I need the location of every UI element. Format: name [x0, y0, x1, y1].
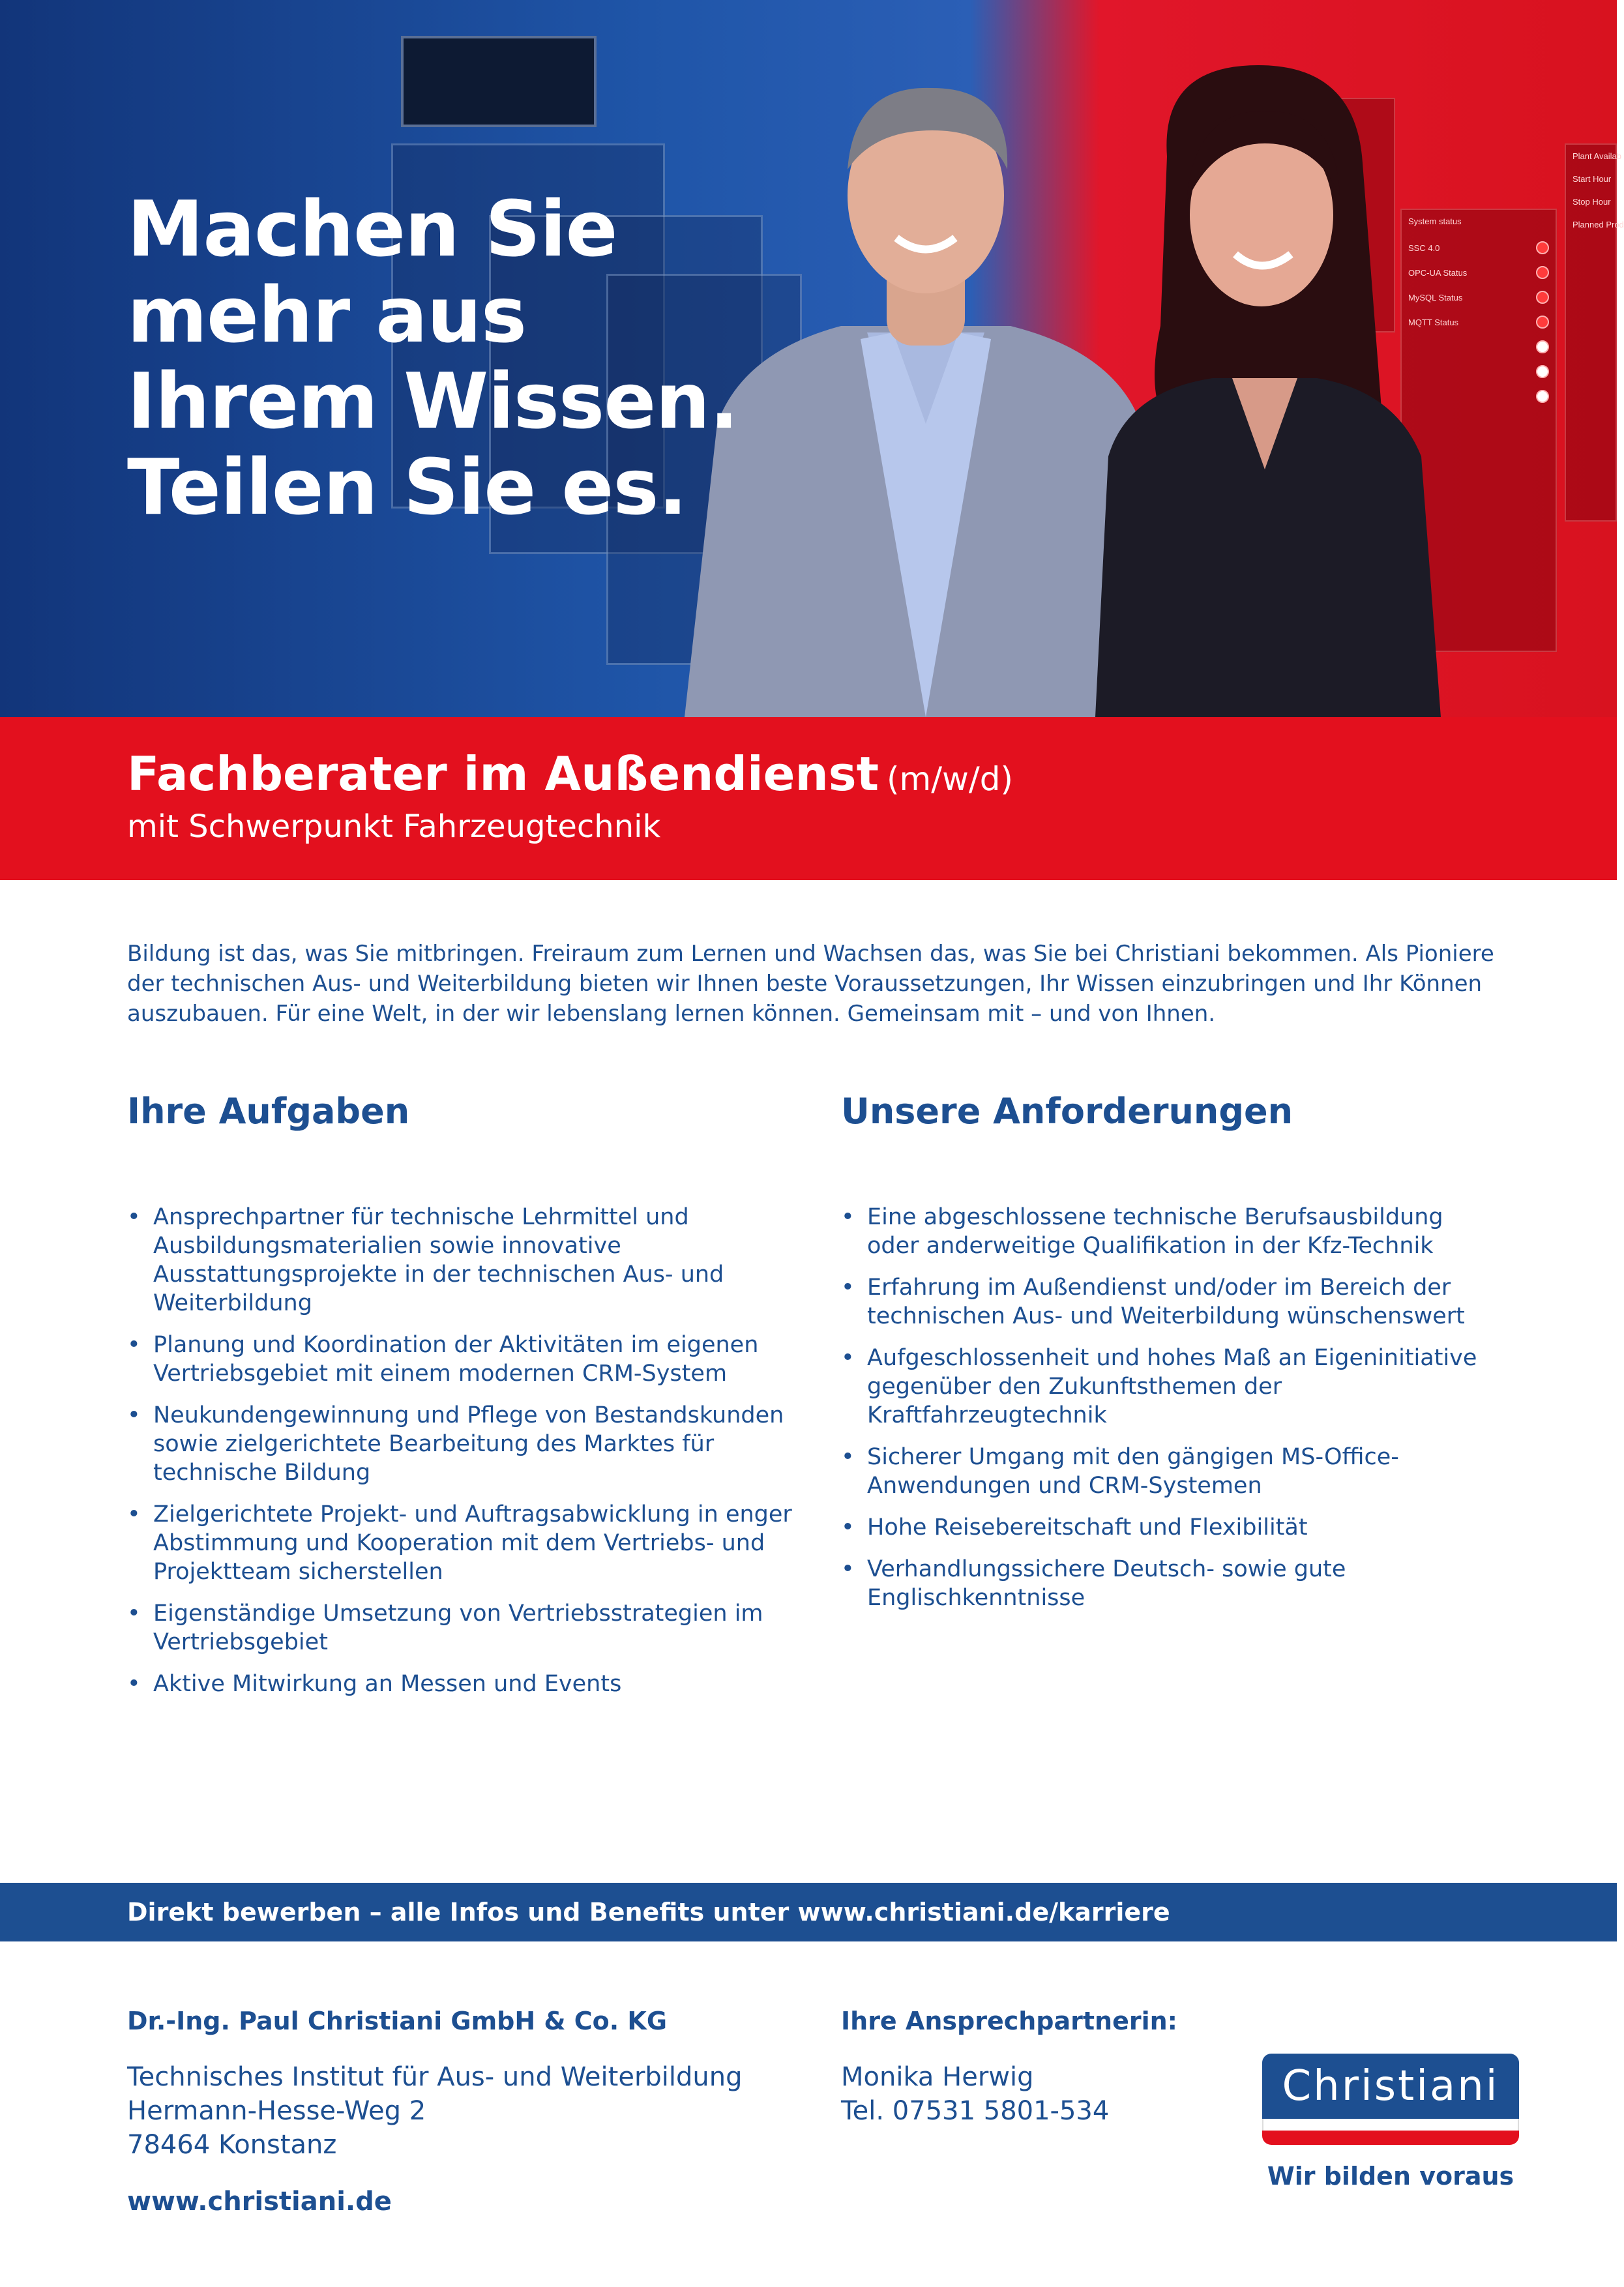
status-dot-icon [1536, 365, 1549, 378]
list-item: • Sicherer Umgang mit den gängigen MS-Office-Anwendungen und CRM-Systemen [841, 1443, 1493, 1500]
status-dot-icon [1536, 316, 1549, 329]
list-item: • Eine abgeschlossene technische Berufsausbildung oder anderweitige Qualifikation in der Kfz-Technik [841, 1203, 1493, 1260]
status-label: SSC 4.0 [1408, 243, 1440, 253]
list-item: • Aufgeschlossenheit und hohes Maß an Eigeninitiative gegenüber den Zukunftsthemen der Kraftfahrzeugtechnik [841, 1344, 1493, 1430]
job-title-band [0, 717, 1617, 880]
hero-headline [127, 186, 738, 530]
status-label: OPC-UA Status [1408, 267, 1468, 278]
list-item: • Hohe Reisebereitschaft und Flexibilität [841, 1513, 1493, 1542]
headline-line: Ihrem Wissen. [127, 356, 739, 446]
company-website-link[interactable]: www.christiani.de [127, 2187, 392, 2217]
logo-wordmark: Christiani [1262, 2054, 1519, 2119]
woman-photo [1082, 52, 1447, 717]
list-item: • Planung und Koordination der Aktivitäten im eigenen Vertriebsgebiet mit einem modernen CRM-System [127, 1331, 792, 1388]
headline-line: mehr aus [127, 270, 527, 360]
logo-red-bar [1262, 2131, 1519, 2145]
requirements-section [841, 1089, 1493, 1625]
job-gender-suffix: (m/w/d) [886, 760, 1014, 798]
headline-line: Teilen Sie es. [127, 442, 687, 532]
panel-title: Plant Availab [1572, 151, 1621, 161]
headline-line: Machen Sie [127, 184, 617, 274]
list-item: • Ansprechpartner für technische Lehrmittel und Ausbildungsmaterialien sowie innovative Ausstattungsprojekte in der technischen Aus- und Weiterbildung [127, 1203, 792, 1318]
logo-stripe [1262, 2119, 1519, 2131]
status-dot-icon [1536, 340, 1549, 353]
contact-phone[interactable]: Tel. 07531 5801-534 [841, 2096, 1110, 2126]
contact-info [841, 2001, 1297, 2128]
apply-band [0, 1883, 1617, 1941]
tasks-list [127, 1203, 792, 1698]
company-address-line: 78464 Konstanz [127, 2130, 337, 2160]
panel-row: Start Hour [1572, 174, 1612, 184]
tasks-section [127, 1089, 792, 1711]
contact-heading: Ihre Ansprechpartnerin: [841, 2007, 1177, 2035]
status-dot-icon [1536, 291, 1549, 304]
hero-image [0, 0, 1624, 717]
panel-title: System status [1408, 216, 1462, 226]
requirements-heading: Unsere Anforderungen [841, 1091, 1293, 1132]
contact-name: Monika Herwig [841, 2062, 1034, 2092]
panel-row: Stop Hour [1572, 197, 1611, 207]
job-subtitle: mit Schwerpunkt Fahrzeugtechnik [127, 808, 661, 845]
company-info [127, 2001, 812, 2217]
status-dot-icon [1536, 266, 1549, 279]
list-item: • Erfahrung im Außendienst und/oder im Bereich der technischen Aus- und Weiterbildung wünschenswert [841, 1273, 1493, 1331]
job-title [127, 745, 1013, 808]
logo-tagline: Wir bilden voraus [1267, 2162, 1514, 2191]
christiani-logo [1262, 2054, 1519, 2191]
status-label: MQTT Status [1408, 317, 1459, 327]
job-title-text: Fachberater im Außendienst [127, 746, 879, 801]
list-item: • Neukundengewinnung und Pflege von Bestandskunden sowie zielgerichtete Bearbeitung des Marktes für technische Bildung [127, 1401, 792, 1487]
panel-row: Planned Prod [1572, 220, 1624, 229]
company-name: Dr.-Ing. Paul Christiani GmbH & Co. KG [127, 2007, 668, 2035]
status-label: MySQL Status [1408, 292, 1463, 302]
company-address-line: Hermann-Hesse-Weg 2 [127, 2096, 426, 2126]
list-item: • Aktive Mitwirkung an Messen und Events [127, 1670, 792, 1698]
list-item: • Zielgerichtete Projekt- und Auftragsabwicklung in enger Abstimmung und Kooperation mit dem Vertriebs- und Projektteam sicherstellen [127, 1500, 792, 1586]
status-dot-icon [1536, 390, 1549, 403]
list-item: • Verhandlungssichere Deutsch- sowie gute Englischkenntnisse [841, 1555, 1493, 1612]
apply-link[interactable]: Direkt bewerben – alle Infos und Benefits unter www.christiani.de/karriere [127, 1898, 1170, 1926]
plant-availability-panel [1565, 143, 1624, 522]
list-item: • Eigenständige Umsetzung von Vertriebsstrategien im Vertriebsgebiet [127, 1599, 792, 1657]
company-address-line: Technisches Institut für Aus- und Weiterbildung [127, 2062, 743, 2092]
status-dot-icon [1536, 241, 1549, 254]
requirements-list [841, 1203, 1493, 1612]
tasks-heading: Ihre Aufgaben [127, 1091, 410, 1132]
machine-monitor [401, 36, 597, 127]
intro-paragraph: Bildung ist das, was Sie mitbringen. Freiraum zum Lernen und Wachsen das, was Sie bei Christiani bekommen. Als Pioniere der technischen Aus- und Weiterbildung bieten wir Ihnen beste Voraussetzungen, Ihr Wissen einzubringen und Ihr Können auszubauen. Für eine Welt, in der wir lebenslang lernen können. Gemeinsam mit – und von Ihnen. [127, 941, 1494, 1027]
